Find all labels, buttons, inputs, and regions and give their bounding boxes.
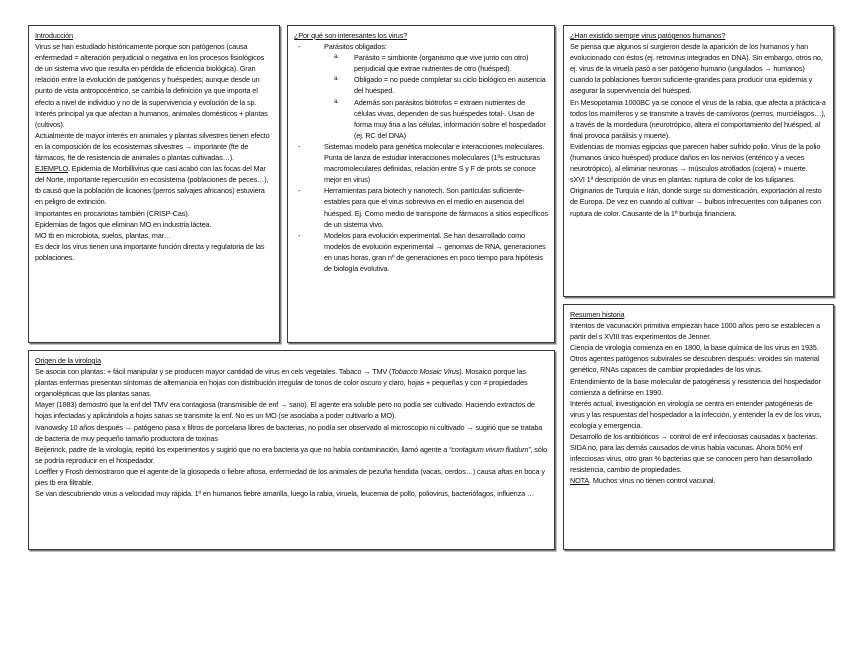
always-paragraph: Evidencias de momias egipcias que parecen haber sufrido polio. Virus de la polio (humanos único huésped) produce daños en los nervios (entérico y a veces neurotrópico), al eliminar neuronas → músculos atrofiados (cojera) + muerte. (570, 141, 821, 174)
intro-paragraph: Actualmente de mayor interés en animales y plantas silvestres tienen efecto en la composición de los ecosistemas silvestres → importante (fte de fármacos, fte de resistencia de animales o plantas cultivadas…). (35, 130, 270, 163)
origin-paragraph: Se asocia con plantas: + fácil manipular y se producen mayor cantidad de virus en cels vegetales. Tabaco → TMV (Tobacco Mosaic Virus). Mosaico porque las plantas enfermas presentan síntomas de alternancia en hojas con distribución irregular de tonos de color oscuro y claro, hojas + pequeñas y con ≠ propiedades organolépticas que las plantas sanas. (35, 367, 528, 399)
sub-list-item: a. Además son parásitos biótrofos = extraen nutrientes de células vivas, dependen de sus huéspedes total-. Usan de forma muy fina a las células, información sobre el hospedador (ej. RC del DNA) (334, 97, 546, 140)
sub-list (294, 52, 548, 141)
intro-panel (28, 25, 280, 343)
list-item: - Parásitos obligados: a. Parásito = simbionte (organismo que vive junto con otro) perjudicial que extrae nutrientes de otro (huésped). a. Obligado = no puede completar su ciclo biológico en ausencia del huésped. a. Además son parásitos biótrofos = extraen nutrientes de células vivas, dependen de sus huéspedes total-. Usan de forma muy fina a las células, información sobre el hospedador (ej. RC del DNA) (294, 41, 548, 141)
origin-paragraph: Beijerinck, padre de la virología, repitió los experimentos y sugirió que no era bacteria ya que no había contaminación, llamó agente a “contagium vivum fluidum”, sólo se podría reproducir en el hospedador. (35, 444, 547, 465)
intro-paragraph: Epidemias de fagos que eliminan MO en industria láctea. (35, 219, 212, 229)
history-title: Resumen historia (570, 310, 625, 319)
history-paragraph: Interés actual, investigación en virología se centra en entender patogénesis de virus y las respuestas del hospedador a la infección, y entender la ev de los virus, ecología y emergencia. (570, 398, 822, 430)
always-panel (563, 25, 834, 297)
always-paragraph: Se piensa que algunos sí surgieron desde la aparición de los humanos y han evolucionado con éstos (ej. retrovirus integrados en DNA). Sin embargo, otros no, ej. virus de la viruela pasó a ser patógeno humano (ungulados → humanos) cuando la poblaciones fueron suficiente-grandes para producir una epidemia y asegurar la supervivencia del huésped. (570, 42, 823, 96)
origin-panel (28, 350, 555, 550)
intro-paragraph: Virus se han estudiado históricamente porque son patógenos (causa enfermedad = alteración perjudicial o negativa en los procesos fisiológicos de un sistema vivo que resulta en pérdida de eficiencia biológica). Gran relación entre la evolución de patógenos y huéspedes; aunque desde un punto de vista antropocéntrico, se cambia la definición ya que importa el efecto a nivel de individuo y no de la supervivencia y evolución de la sp. (35, 42, 265, 107)
always-title: ¿Han existido siempre virus patógenos humanos? (570, 31, 726, 40)
intro-paragraph: Interés principal ya que afectan a humanos, animales domésticos + plantas (cultivos). (35, 108, 268, 129)
why-list (294, 41, 548, 274)
history-paragraph: Intentos de vacunación primitiva empiezan hace 1000 años pero se establecen a partir del s XVIII tras experimentos de Jenner. (570, 321, 821, 342)
why-panel (287, 25, 555, 343)
example-label: EJEMPLO (35, 164, 69, 174)
always-paragraph: En Mesopotamia 1000BC ya se conoce el virus de la rabia, que afecta a práctica-a todos los mamíferos y se transmite a través de carnívoros (perros, murciélagos…), a través de la mordedura (neurotrópico, altera el comportamiento del huésped, al final provoca parálisis y muerte). (570, 97, 826, 140)
origin-paragraph: Mayer (1883) demostró que la enf del TMV era contagiosa (transmisible de enf → sano). El agente era soluble pero no podía ser cultivado. Haciendo extractos de hojas infectadas y aplicándola a hojas sanas se transmite la enf. No es un MO (se asociaba a poder cultivarlo a MO). (35, 400, 535, 421)
origin-paragraph: Loeffler y Frosh demostraron que el agente de la glosopeda o fiebre aftosa, enfermedad de los animales de pezuña hendida (vacas, cerdos…) causa aftas en boca y pies tb era filtrable. (35, 466, 545, 488)
list-item: - Modelos para evolución experimental. Se han desarrollado como modelos de evolución experimental → genomas de RNA, generaciones en unas horas, gran nº de generaciones en poco tiempo para hipótesis de biología evolutiva. (294, 230, 548, 274)
history-paragraph: Entendimiento de la base molecular de patogénesis y resistencia del hospedador comienza a definirse en 1990. (570, 376, 821, 397)
origin-paragraph: Se van descubriendo virus a velocidad muy rápida. 1º en humanos fiebre amarilla, luego la rabia, viruela, leucemia de pollo, poliovirus, bacteriófagos, influenza … (35, 489, 535, 499)
origin-paragraph: Ivanowsky 10 años después → patógeno pasa x filtros de porcelana libres de bacterias, no podía ser observado al microscopio ni cultivado → sugirió que se trataba de bacteria de muy pequeño tamaño productora de toxinas (35, 422, 543, 443)
origin-title: Origen de la virología (35, 356, 102, 365)
history-paragraph: Desarrollo de los antibióticos → control de enf infecciosas causadas x bacterias. SIDA no, para las demás causados de virus había vacunas. Ahora 50% enf infecciosas virus, otro gran % bacterias que se conocen pero han desarrollado resistencia, cambio de propiedades. (570, 432, 818, 475)
intro-paragraph: MO tb en microbiota, suelos, plantas, mar… (35, 230, 172, 240)
sub-list-item: a. Parásito = simbionte (organismo que vive junto con otro) perjudicial que extrae nutrientes de otro (huésped). (334, 53, 529, 74)
intro-paragraph: Es decir los virus tienen una importante función directa y regulatoria de las poblaciones. (35, 241, 265, 262)
history-note: NOTA. Muchos virus no tienen control vacunal. (570, 476, 716, 486)
intro-example: EJEMPLO. Epidemia de Morbillivirus que casi acabó con las focas del Mar del Norte, importante repercusión en ecosistema (poblaciones de peces…), tb causó que la población de licaones (perros salvajes africanos) estuviera en peligro de extinción. (35, 164, 269, 207)
sub-list-item: a. Obligado = no puede completar su ciclo biológico en ausencia del huésped. (334, 75, 546, 96)
intro-paragraph: Importantes en procariotas también (CRISP-Cas). (35, 208, 190, 218)
note-label: NOTA (570, 476, 590, 486)
list-item: - Sistemas modelo para genética molecular e interacciones moleculares. Punta de lanza de estudiar interacciones moleculares (1ªs estructuras macromoleculares definidas, relación entre S y F de prots se conoce mejor en virus) (294, 141, 548, 185)
history-paragraph: Ciencia de virología comienza en en 1800, la base química de los virus en 1935. Otros agentes patógenos subvirales se descubren después: viroides sin material genético, RNAs capaces de cambiar propiedades de los virus. (570, 343, 820, 375)
always-paragraph: sXVI 1ª descripción de virus en plantas: ruptura de color de los tulipanes. Originarios de Turquía e Irán, donde surge su domesticación, exportación al resto de Europa. De vez en cuando al cultivar → bulbos infrecuentes con tulipanes con ruptura de color. Causante de la 1ª burbuja financiera. (570, 175, 822, 218)
history-panel (563, 304, 834, 550)
why-title: ¿Por qué son interesantes los virus? (294, 31, 408, 40)
intro-title: Introducción (35, 31, 73, 40)
list-item: - Herramientas para biotech y nanotech. Son partículas suficiente-estables para que el virus sobreviva en el medio en ausencia del huésped. Ej. Como medio de transporte de fármacos a sitios específicos de un sistema vivo. (294, 185, 548, 229)
